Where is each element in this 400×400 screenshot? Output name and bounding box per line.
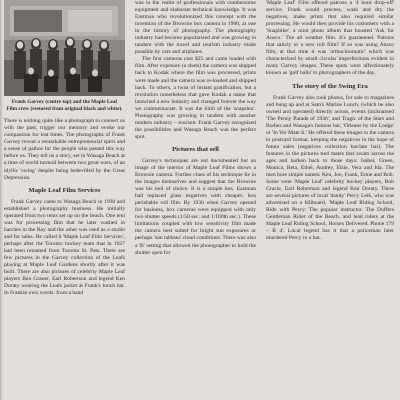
column-3	[266, 0, 394, 400]
body-paragraph: 'Maple Leaf' Film offered patrons a '4 hour drop-off' service. Frank would process, wash and dry the negatives, make prints that also required similar processing. He would then provide his customers with a 'Snapbike', a mini photo album that boasted 'Ask for Ansco.' The all weather film. It's guaranteed. Patrons that saliciy or a new roll film? If so was using Ansco film, at that time it was 'orthochromatic' which was characterized by small circular imperfections evident in many Garvey images. These spots were affectionately known as 'golf balls' to photographers of the day.	[266, 0, 394, 77]
column-1	[4, 0, 125, 400]
section-heading-maple-leaf-film-services: Maple Leaf Film Services	[28, 186, 101, 194]
page-gutter-shadow	[0, 0, 3, 400]
historical-photo	[4, 0, 125, 96]
column-2	[135, 0, 256, 400]
photo-caption: Frank Garvey (centre top) and the Maple Leaf Film crew (restored from original black and white).	[6, 99, 123, 112]
intro-paragraph: There is nothing quite like a photograph to connect us with the past, trigger our memory and evoke our compassion for lost times. The photographs of Frank Garvey reveal a remarkable entrepreneurial spirit and a sense of pathos for the people who passed this way before us. They tell us a story, set in Wasaga Beach at a time of world turmoil between two great wars, of an idyllic 'swing' despite being bedevilled by the Great Depression.	[4, 118, 125, 181]
body-paragraph: was in the realm of professionals with cumbersome equipment and elaborate technical knowledge. It was Eastman who revolutionized this concept with the invention of the Brownie box camera in 1900, at one in the history of photography. The photography industry had become popularized and was growing in tandem with the travel and tourism industry made possible by cars and airplanes.	[135, 0, 256, 56]
body-paragraph: Frank Garvey also took photos, for sale to magazines and hung up and at Sam's Marine Lunch, (which he also owned and operated) directly across, events (nicknamed 'The Penny Parade of 1936', and Tragic of the Stars and Bodies and Wasaga's famous bar, 'Orleans by the Lodge' or 'In Yer Mate It.' He offered these images to the camera to postcard format, keeping the negatives in the hope of future sales (negatives collection bar/late bar). The features in the pictures tied mates that swam across the ages and harken back to those days: Isabel, Green, Monica, Reta, Ethel, Audrey, Elsie, Vera and Ida. The men bore simple names: Ken, Joe, Frank, Ernie and Bob. Some were 'Maple Leaf' celebrity hockey players, Bob Gracie, Earl Robertson and legend Ken Doraty. There are several pictures of local 'dandy' Percy Leik, who was advertised on a billboard, 'Maple Leaf Riding School, Ride with Percy: The popular instructor. The Duffers Gentleman Rider of the Beach, and lead riders at the Maple Leaf Riding School, Horses Delivered. Phone 179 – R 4'. Local legend has it that a policeman later murdered Percy in a bar.	[266, 94, 394, 242]
body-paragraph: The first cameras cost $25 and came loaded with film. After exposure (a shots) the camera was shipped back to Kodak where the film was processed, prints were made and the camera was re-loaded and shipped back. To others, a twist of instant gratification, but a revolution nonetheless that gave Kodak a name that launched a new industry and changed forever the way we commemorate. It was the birth of the 'snapshot'. Photography was growing in tandem with another modern industry – tourism. Frank Garvey recognized the possibilities and Wasaga Beach was the perfect spot.	[135, 56, 256, 140]
section-heading-pictures-that-sell: Pictures that sell	[172, 145, 219, 153]
body-paragraph: Garvey's techniques are not documented but an image of the interior of Maple Leaf Films shows a Brownie camera. Further clues of his technique lie in the images themselves and suggest that the Brownie was his tool of choice. It is a simple box. Eastman had replaced glass negatives with cheaper, less perishable roll film. By 1930 when Garvey opened for business, box cameras were equipped with only two shutter speeds (1/50 sec. and 1/100th sec.). These limitations coupled with low sensitivity film made the camera best suited for bright sun exposures or perhaps 'sun tableau' cloud conditions. There was also a 'B' setting that allowed the photographer to hold the shutter open for	[135, 157, 256, 256]
group-photo-image	[4, 0, 125, 96]
body-paragraph: Frank Garvey came to Wasaga Beach in 1930 and established a photography business. He initially operated from two tents set up on the beach. One tent was for processing film that he later washed in batches in the Bay and the other was used as a studio and for sales. He called it 'Maple Leaf Film Services', perhaps after the Toronto hockey team that in 1927 had been renamed from Toronto St. Pats. There are few pictures in the Garvey collection of the Leafs playing at Maple Leaf Gardens shortly after it was built. There are also pictures of celebrity Maple Leaf players Ben Grauer, Earl Robertson and legend Ken Doraty wearing the Leafs jacket at Frank's lunch bar. In Frankie own words: from a band	[4, 198, 125, 297]
section-heading-swing-era: The story of the Swing Era	[292, 82, 368, 90]
